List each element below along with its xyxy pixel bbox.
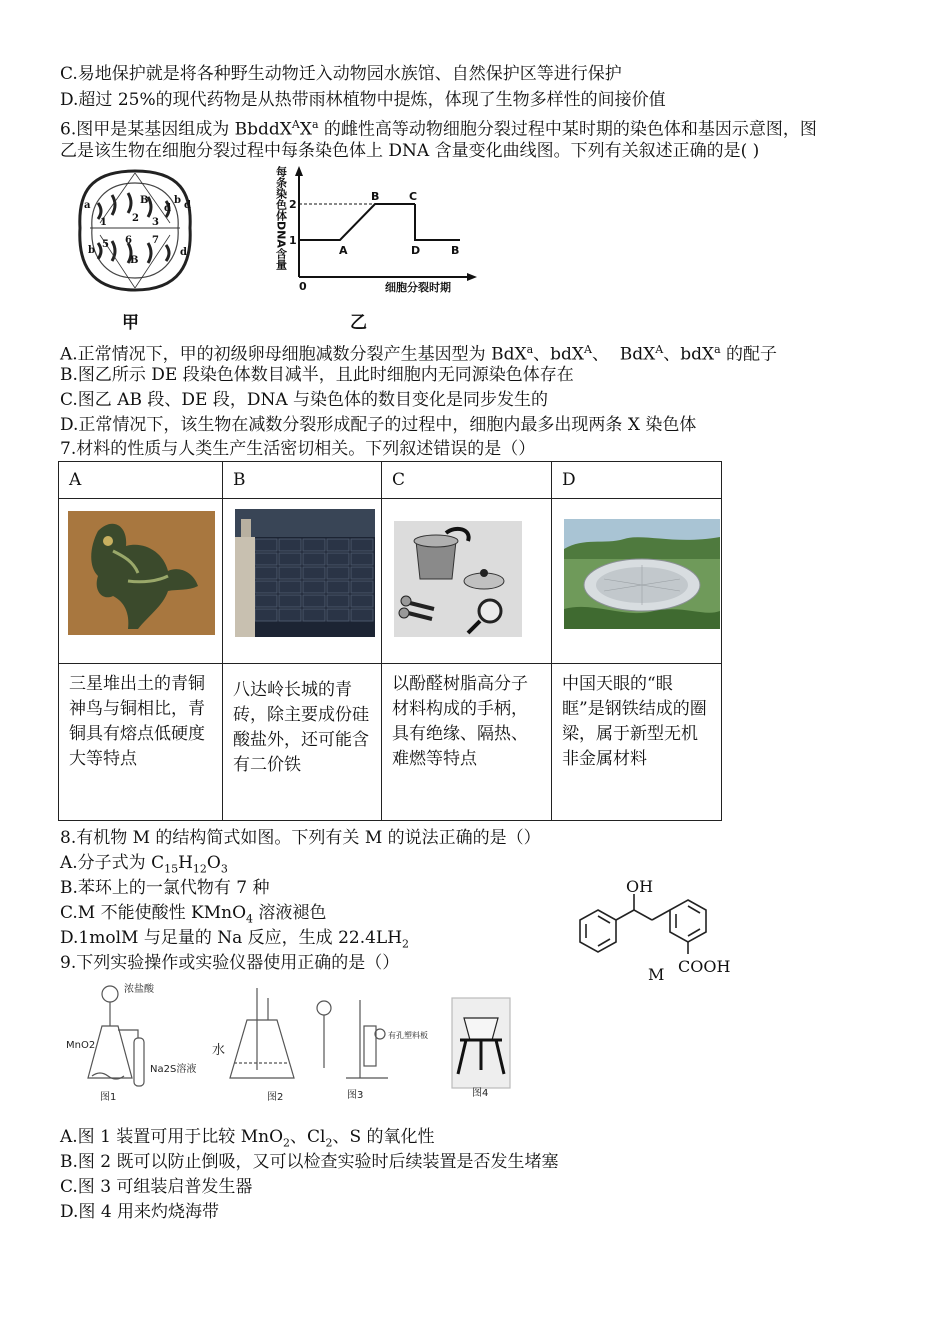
svg-text:D: D bbox=[411, 244, 421, 257]
table-header: D bbox=[552, 462, 722, 499]
table-header: A bbox=[59, 462, 223, 499]
q6-stem-line1: 6.图甲是某基因组成为 $BbddX^AX^a$ 的雌性高等动物细胞分裂过程中某时期的染色体和基因示意图，图 bbox=[60, 118, 817, 140]
q9-option-d: D.图 4 用来灼烧海带 bbox=[60, 1202, 220, 1222]
svg-text:B: B bbox=[371, 190, 380, 203]
q8-option-b: B.苯环上的一氯代物有 7 种 bbox=[60, 878, 270, 898]
q9-option-c: C.图 3 可组装启普发生器 bbox=[60, 1177, 253, 1197]
q7-stem: 7.材料的性质与人类生产生活密切相关。下列叙述错误的是（） bbox=[60, 439, 536, 459]
svg-text:图4: 图4 bbox=[472, 1088, 489, 1099]
svg-text:MnO2: MnO2 bbox=[66, 1040, 96, 1051]
q6-stem-line2: 乙是该生物在细胞分裂过程中每条染色体上 DNA 含量变化曲线图。下列有关叙述正确的是( ) bbox=[60, 141, 760, 161]
svg-text:b: b bbox=[88, 245, 95, 256]
materials-table bbox=[58, 461, 722, 821]
svg-text:d: d bbox=[164, 203, 171, 214]
fast-telescope-photo bbox=[552, 499, 722, 664]
svg-text:B: B bbox=[130, 255, 139, 266]
cookware-photo bbox=[382, 499, 552, 664]
svg-text:1: 1 bbox=[289, 234, 297, 247]
svg-text:图2: 图2 bbox=[267, 1092, 284, 1103]
svg-text:图3: 图3 bbox=[347, 1090, 364, 1101]
q5-option-d: D.超过 25%的现代药物是从热带雨林植物中提炼，体现了生物多样性的间接价值 bbox=[60, 90, 666, 110]
svg-text:OH: OH bbox=[626, 880, 654, 896]
table-header: C bbox=[382, 462, 552, 499]
svg-text:6: 6 bbox=[125, 235, 132, 246]
svg-text:d: d bbox=[184, 200, 191, 211]
q6-option-b: B.图乙所示 DE 段染色体数目减半，且此时细胞内无同源染色体存在 bbox=[60, 365, 574, 385]
table-cell: 中国天眼的“眼眶”是钢铁结成的圈梁，属于新型无机非金属材料 bbox=[552, 664, 722, 821]
q9-option-b: B.图 2 既可以防止倒吸，又可以检查实验时后续装置是否发生堵塞 bbox=[60, 1152, 559, 1172]
svg-text:细胞分裂时期: 细胞分裂时期 bbox=[385, 281, 451, 294]
svg-text:有孔塑料板: 有孔塑料板 bbox=[388, 1031, 428, 1040]
svg-text:1: 1 bbox=[100, 217, 107, 228]
q9-stem: 9.下列实验操作或实验仪器使用正确的是（） bbox=[60, 953, 400, 973]
svg-text:COOH: COOH bbox=[678, 957, 731, 976]
svg-text:3: 3 bbox=[152, 217, 159, 228]
svg-text:C: C bbox=[409, 190, 418, 203]
molecule-m-structure bbox=[570, 880, 770, 990]
table-cell: 以酚醛树脂高分子材料构成的手柄，具有绝缘、隔热、难燃等特点 bbox=[382, 664, 552, 821]
q9-option-a: A.图 1 装置可用于比较 MnO$_2$、$Cl_2$、S 的氧化性 bbox=[60, 1127, 435, 1150]
bronze-bird-photo bbox=[59, 499, 223, 664]
svg-text:M: M bbox=[648, 965, 665, 984]
svg-text:5: 5 bbox=[102, 239, 109, 250]
svg-text:7: 7 bbox=[152, 235, 159, 246]
q8-option-d: D.1molM 与足量的 Na 反应，生成 $22.4LH_2$ bbox=[60, 928, 410, 951]
great-wall-photo bbox=[223, 499, 382, 664]
svg-text:0: 0 bbox=[299, 280, 307, 293]
q6-option-d: D.正常情况下，该生物在减数分裂形成配子的过程中，细胞内最多出现两条 X 染色体 bbox=[60, 415, 697, 435]
q8-option-c: C.M 不能使酸性 KMnO$_4$ 溶液褪色 bbox=[60, 903, 327, 926]
svg-text:b: b bbox=[174, 195, 181, 206]
fig-jia-label: 甲 bbox=[122, 313, 139, 333]
svg-text:d: d bbox=[180, 247, 187, 258]
q6-option-c: C.图乙 AB 段、DE 段，DNA 与染色体的数目变化是同步发生的 bbox=[60, 390, 549, 410]
experiment-apparatus-figures bbox=[62, 978, 522, 1108]
svg-text:Na2S溶液: Na2S溶液 bbox=[150, 1064, 197, 1075]
q8-option-a: A.分子式为 $C_{15}H_{12}O_3$ bbox=[60, 853, 228, 876]
svg-text:每条染色体DNA含量: 每条染色体DNA含量 bbox=[274, 166, 288, 270]
table-header: B bbox=[223, 462, 382, 499]
q5-option-c: C.易地保护就是将各种野生动物迁入动物园水族馆、自然保护区等进行保护 bbox=[60, 64, 622, 84]
svg-text:水: 水 bbox=[212, 1043, 226, 1058]
table-cell: 八达岭长城的青砖，除主要成份硅酸盐外，还可能含有二价铁 bbox=[223, 664, 382, 821]
svg-text:A: A bbox=[339, 244, 348, 257]
table-cell: 三星堆出土的青铜神鸟与铜相比，青铜具有熔点低硬度大等特点 bbox=[59, 664, 223, 821]
svg-text:a: a bbox=[84, 200, 91, 211]
fig-yi-label: 乙 bbox=[350, 313, 367, 333]
q8-stem: 8.有机物 M 的结构简式如图。下列有关 M 的说法正确的是（） bbox=[60, 828, 541, 848]
svg-text:B: B bbox=[451, 244, 460, 257]
svg-text:2: 2 bbox=[289, 198, 297, 211]
svg-text:浓盐酸: 浓盐酸 bbox=[124, 984, 154, 995]
svg-text:B: B bbox=[140, 195, 149, 206]
svg-text:图1: 图1 bbox=[100, 1092, 117, 1103]
cell-division-diagram bbox=[70, 163, 200, 298]
svg-text:2: 2 bbox=[132, 213, 139, 224]
q6-option-a: A.正常情况下，甲的初级卵母细胞减数分裂产生基因型为 BdX$^a$、bdX$^A$、 BdX$^A$、bdX$^a$ 的配子 bbox=[60, 343, 778, 365]
dna-content-graph bbox=[265, 162, 480, 302]
